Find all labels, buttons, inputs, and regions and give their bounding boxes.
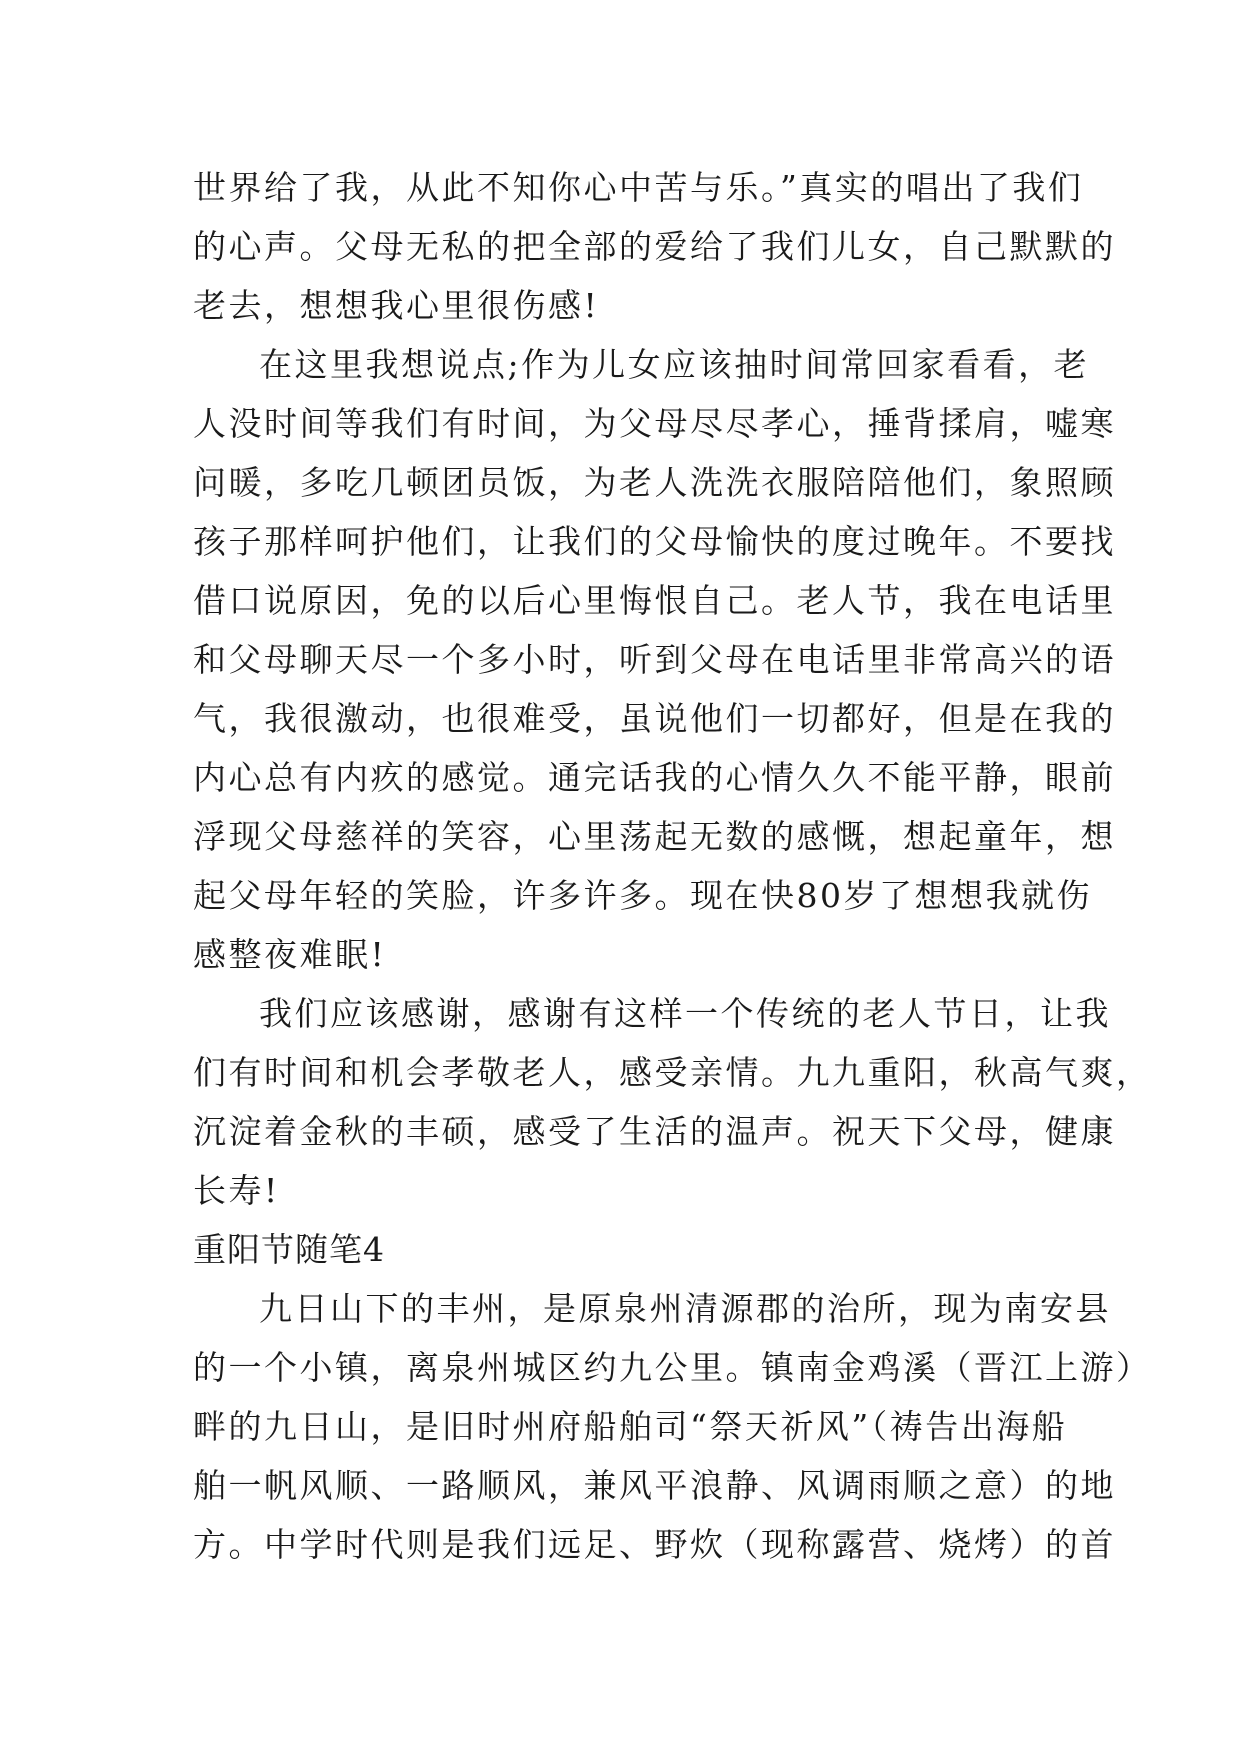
text-line: 世界给了我，从此不知你心中苦与乐。”真实的唱出了我们 [193,168,1084,207]
text-line: 们有时间和机会孝敬老人，感受亲情。九九重阳，秋高气爽， [193,1053,1152,1092]
text-line: 的心声。父母无私的把全部的爱给了我们儿女，自己默默的 [193,227,1116,266]
text-line: 气，我很激动，也很难受，虽说他们一切都好，但是在我的 [193,699,1116,738]
text-line: 老去，想想我心里很伤感! [193,286,600,325]
text-line: 和父母聊天尽一个多小时，听到父母在电话里非常高兴的语 [193,640,1116,679]
text-line: 人没时间等我们有时间，为父母尽尽孝心，捶背揉肩，嘘寒 [193,404,1116,443]
text-line: 内心总有内疚的感觉。通完话我的心情久久不能平静，眼前 [193,758,1116,797]
text-line: 沉淀着金秋的丰硕，感受了生活的温声。祝天下父母，健康 [193,1112,1116,1151]
text-line: 感整夜难眠! [193,935,387,974]
document-body [193,158,1152,1574]
text-line: 浮现父母慈祥的笑容，心里荡起无数的感慨，想起童年，想 [193,817,1116,856]
text-line: 九日山下的丰州，是原泉州清源郡的治所，现为南安县 [259,1289,1111,1328]
text-line: 我们应该感谢，感谢有这样一个传统的老人节日，让我 [259,994,1111,1033]
text-line: 的一个小镇，离泉州城区约九公里。镇南金鸡溪（晋江上游） [193,1348,1152,1387]
paragraph [193,335,1116,984]
paragraph [193,984,1152,1220]
text-line: 起父母年轻的笑脸，许多许多。现在快80岁了想想我就伤 [193,876,1092,915]
section-heading: 重阳节随笔4 [193,1230,385,1269]
text-line: 在这里我想说点;作为儿女应该抽时间常回家看看，老 [259,345,1090,384]
text-line: 舶一帆风顺、一路顺风，兼风平浪静、风调雨顺之意）的地 [193,1466,1116,1505]
text-line: 长寿! [193,1171,280,1210]
text-line: 借口说原因，免的以后心里悔恨自己。老人节，我在电话里 [193,581,1116,620]
paragraph [193,1279,1152,1574]
paragraph-continued [193,158,1116,335]
text-line: 孩子那样呵护他们，让我们的父母愉快的度过晚年。不要找 [193,522,1116,561]
text-line: 问暖，多吃几顿团员饭，为老人洗洗衣服陪陪他们，象照顾 [193,463,1116,502]
text-line: 方。中学时代则是我们远足、野炊（现称露营、烧烤）的首 [193,1525,1116,1564]
text-line: 畔的九日山，是旧时州府船舶司“祭天祈风”（祷告出海船 [193,1407,1068,1446]
